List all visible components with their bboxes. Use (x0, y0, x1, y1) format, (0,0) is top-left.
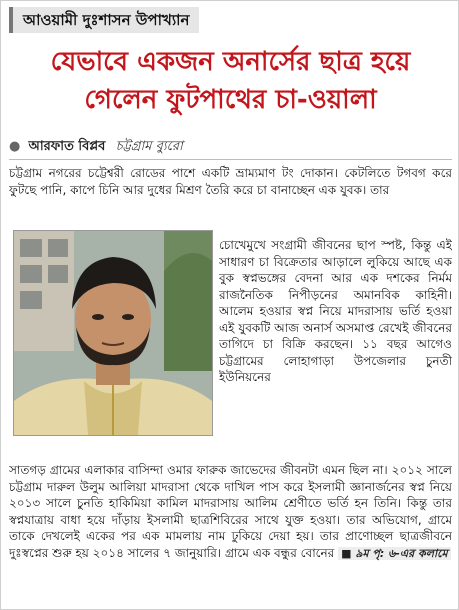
body-paragraph-side: চোখেমুখে সংগ্রামী জীবনের ছাপ স্পষ্ট, কিন্তু এই সাধারণ চা বিক্রেতার আড়ালে লুকিয়ে আছে এক বুক স্বপ্নভঙ্গের বেদনা আর এক দশকের নির্মম রাজনৈতিক নিপীড়নের অমানবিক কাহিনী। আলেম হওয়ার স্বপ্ন নিয়ে মাদরাসায় ভর্তি হওয়া এই যুবকটি আজ অনার্স অসমাপ্ত রেখেই জীবনের তাগিদে চা বিক্রি করছেন। ১১ বছর আগেও চট্টগ্রামের লোহাগাড়া উপজেলার চুনতী ইউনিয়নের (219, 238, 452, 384)
headline-line-1: যেভাবে একজন অনার্সের ছাত্র হয়ে (50, 47, 411, 77)
kicker-label: আওয়ামী দুঃশাসন উপাখ্যান (9, 7, 199, 33)
body-paragraph-1: চট্টগ্রাম নগরের চট্টেশ্বরী রোডের পাশে একটি ভ্রাম্যমাণ টং দোকান। কেটলিতে টগবগ করে ফুটছে পানি, কাপে চিনি আর দুধের মিশ্রণ তৈরি করে চা বানাচ্ছেন এক যুবক। তার (9, 166, 452, 197)
portrait-illustration (14, 231, 212, 435)
continued-on-page-label: ■ ৯ম পৃ: ৬-এর কলামে (338, 547, 451, 560)
divider (9, 159, 452, 160)
body-paragraph-2 (9, 462, 452, 582)
byline (9, 139, 183, 155)
body-paragraph-2-text: সাতগড় গ্রামের এলাকার বাসিন্দা ওমার ফারুক জাভেদের জীবনটা এমন ছিল না। ২০১২ সালে চট্টগ্রাম দারুল উলুম আলিয়া মাদরাসা থেকে দাখিল পাস করে ইসলামী জ্ঞানার্জনের স্বপ্ন নিয়ে ২০১৩ সালে চুনতি হাকিমিয়া কামিল মাদরাসায় আলিম শ্রেণীতে ভর্তি হন তিনি। কিন্তু তার স্বপ্নযাত্রায় বাধা হয়ে দাঁড়ায় ইসলামী ছাত্রশিবিরের সাথে যুক্ত হওয়া। তার অভিযোগ, গ্রামে তাকে দেখলেই একের পর এক মামলায় নাম ঢুকিয়ে দেয়া হয়। তার প্রাণোচ্ছল ছাত্রজীবনে দুঃস্বপ্নের শুরু হয় ২০১৪ সালের ৭ জানুয়ারি। গ্রামে এক বন্ধুর বোনের (9, 463, 452, 560)
headline-line-2: গেলেন ফুটপাথের চা-ওয়ালা (84, 85, 377, 115)
byline-bureau: চট্টগ্রাম ব্যুরো (115, 139, 183, 154)
byline-author: আরফাত বিপ্লব (28, 139, 106, 154)
portrait-photo (13, 230, 213, 436)
bullet-icon: ● (9, 139, 21, 154)
